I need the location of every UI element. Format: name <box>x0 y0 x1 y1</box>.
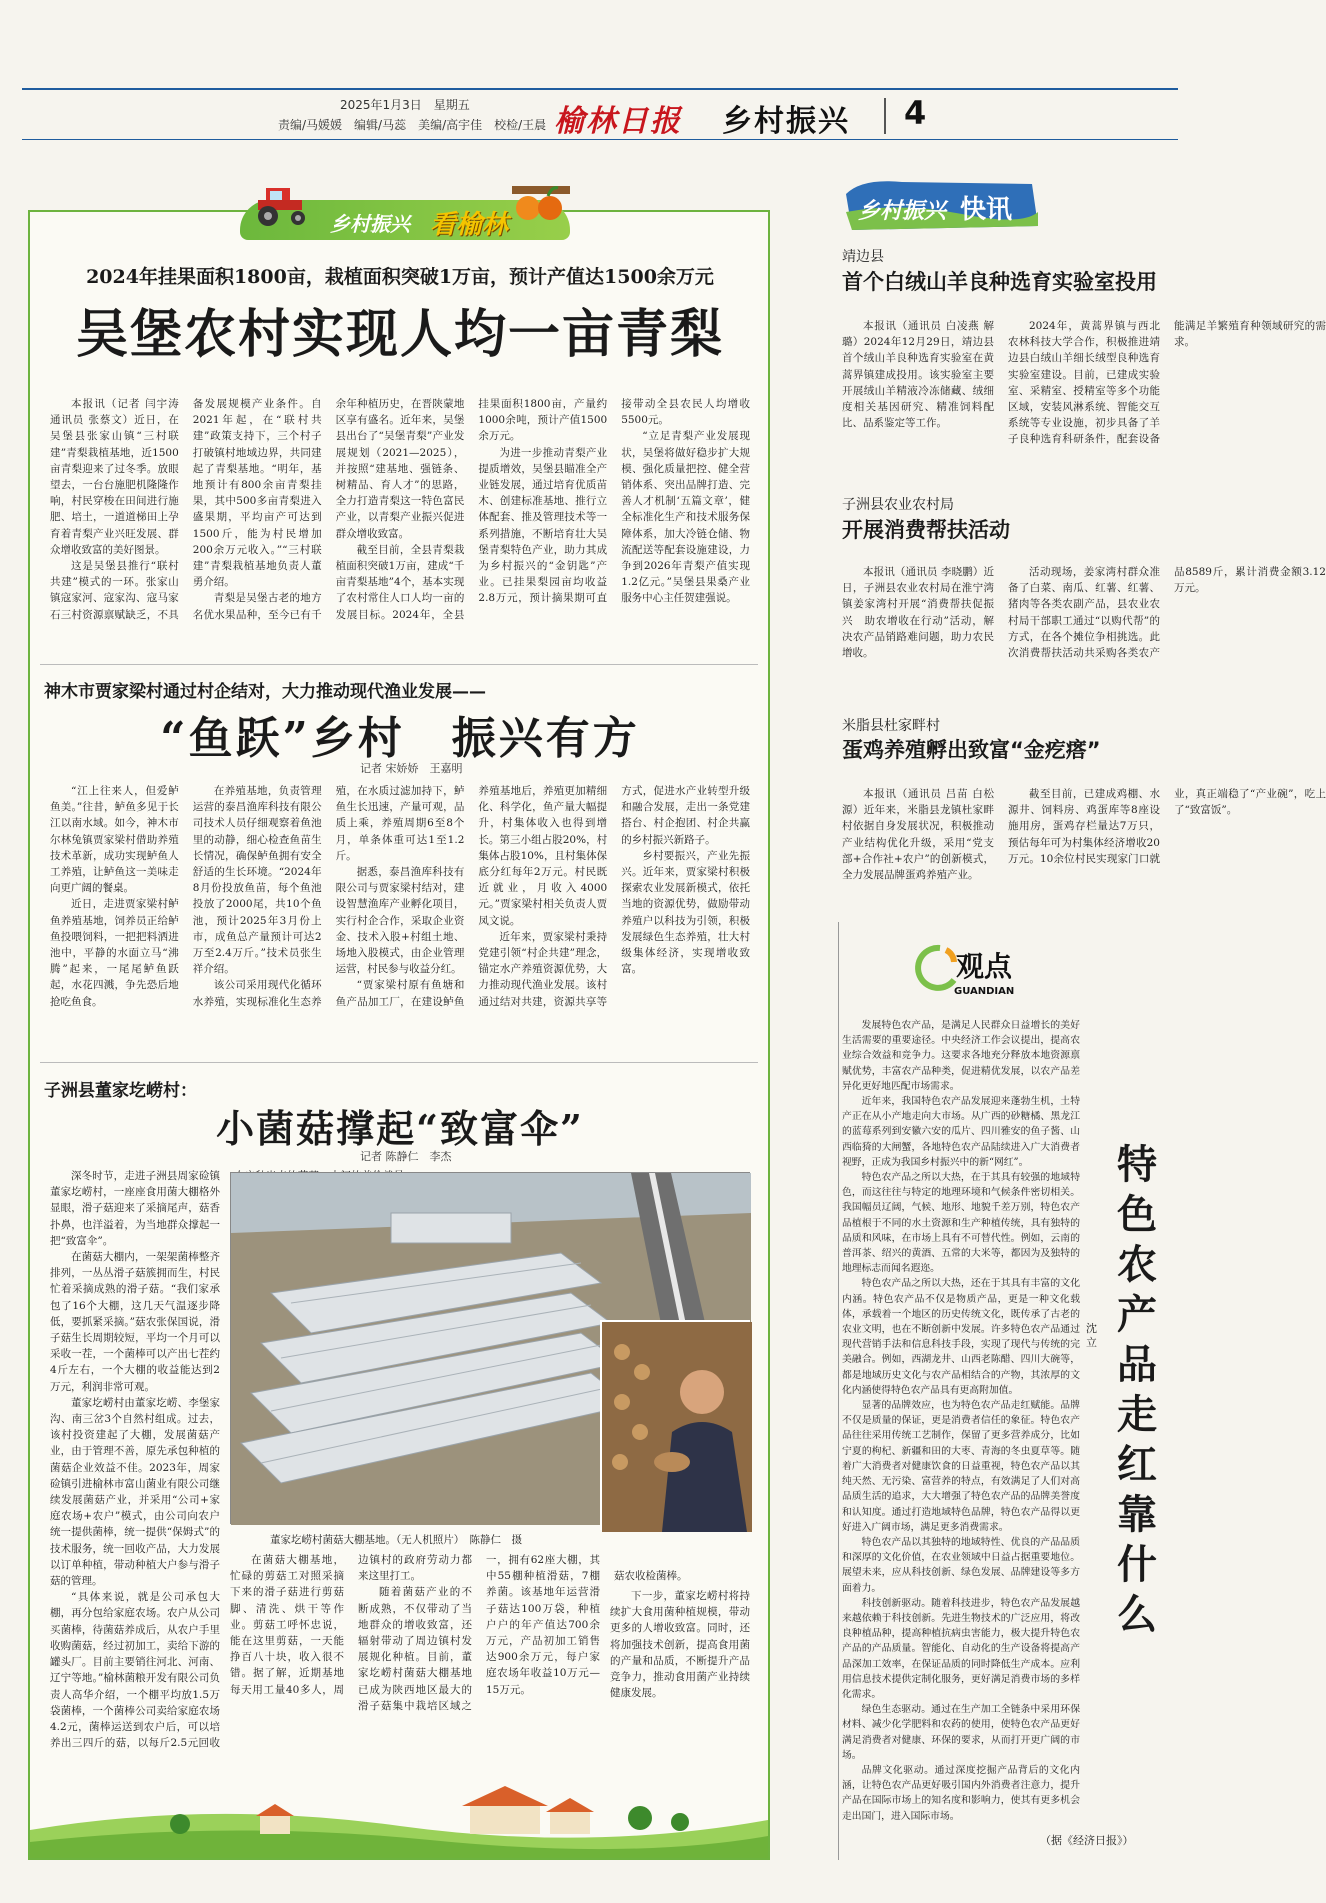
story1-paragraph: 青梨是吴堡古老的地方名优水果品种，至今已有千余年种植历史，在晋陕蒙地区享有盛名。近年来，吴堡县出台了“吴堡青梨”产业发展规划（2021—2025），并按照“建基地、强链条、树精品、育人才”的思路，全力打造青梨这一特色富民产业，以青梨产业振兴促进群众增收致富。 <box>192 398 465 621</box>
story3-headline: 小菌菇撑起“致富伞” <box>216 1106 584 1151</box>
opinion-paragraph: 显著的品牌效应，也为特色农产品走红赋能。品牌不仅是质量的保证，更是消费者信任的象征。特色农产品往往采用传统工艺制作，保留了更多营养成分，比如宁夏的枸杞、新疆和田的大枣、青海的冬虫夏草等。随着广大消费者对健康饮食的日益重视，特色农产品以其纯天然、无污染、富营养的特点，有效满足了人们对高品质生活的追求，大大增强了特色农产品的品牌美誉度和认知度。通过打造地域特色品牌，特色农产品得以更好进入广阔市场，满足更多消费需求。 <box>842 1400 1080 1533</box>
news2-body <box>842 564 1326 672</box>
story3-body-right <box>610 1588 750 1774</box>
story3-body-middle <box>230 1552 600 1774</box>
opinion-title: 特色农产品走红靠什么 <box>1117 1141 1157 1638</box>
story3-paragraph: “具体来说，就是公司承包大棚，再分包给家庭农场。农户从公司买菌棒，待菌菇养成后，从农户手里收购菌菇，经过初加工，卖给下游的罐头厂。目前主要销往河北、河南、辽宁等地。”榆林菌粮开发有限公司负责人高华介绍，一个棚平均放1.5万袋菌棒，一个菌棒公司卖给家庭农场4.2元，菌棒运送到农户后，可以培养出三四斤的菇，以每斤2.5元回收 <box>50 1591 220 1750</box>
story3-paragraph: 董家圪崂村由董家圪崂、李堡家沟、南三岔3个自然村组成。过去，该村投资建起了大棚，发展菌菇产业，由于管理不善，原先承包种植的菌菇企业效益不佳。2023年，周家硷镇引进榆林市富山菌业有限公司继续发展菌菇产业，并采用“公司+家庭农场+农户”模式，由公司向农户统一提供菌棒，统一提供“保姆式”的技术服务，统一回收产品，大力发展以订单种植，带动种植大户参与滑子菇的管理。 <box>50 1396 220 1588</box>
story2-paragraph: 据悉，泰昌渔库科技有限公司与贾家梁村结对，建设智慧渔库产业孵化项目，实行村企合作，采取企业资金、技术入股+村组土地、场地入股模式，由企业管理运营，村民参与收益分红。 <box>335 866 465 976</box>
story3-body-left <box>50 1168 220 1776</box>
story2-paragraph: 近日，走进贾家梁村鲈鱼养殖基地，饲养员正给鲈鱼投喂饲料，一把把料洒进池中，平静的水面立马“沸腾”起来，一尾尾鲈鱼跃起，水花四溅，争先恐后地抢吃鱼食。 <box>50 898 179 1008</box>
story-divider <box>40 664 758 665</box>
issue-date: 2025年1月3日 星期五 <box>340 98 470 112</box>
story2-body <box>50 783 750 1051</box>
opinion-paragraph: 特色农产品之所以大热，还在于其具有丰富的文化内涵。特色农产品不仅是物质产品，更是一种文化载体，承载着一个地区的历史传统文化，既传承了古老的农业文明，也在不断创新中发展。许多特色农产品通过现代营销手法和信息科技手段，实现了现代与传统的完美融合。例如，西湖龙井、山西老陈醋、四川大碗等，都是地域历史文化与农产品相结合的产物，其浓厚的文化内涵使得特色农产品具有更高附加值。 <box>842 1278 1080 1396</box>
news1-paragraph: 本报讯（通讯员 白凌燕 解璐）2024年12月29日，靖边县首个绒山羊良种选育实验室在黄蒿界镇建成投用。该实验室主要开展绒山羊精液冷冻储藏、绒细度相关基因研究、精准饲料配比、品系鉴定等工作。 <box>842 320 994 430</box>
story1-body <box>50 396 750 654</box>
news3-headline: 蛋鸡养殖孵出致富“金疙瘩” <box>842 738 1101 762</box>
story3-paragraph: 深冬时节，走进子洲县周家硷镇董家圪崂村，一座座食用菌大棚格外显眼，滑子菇迎来了采摘尾声，菇香扑鼻，也洋溢着，为当地群众撑起一把“致富伞”。 <box>50 1170 220 1247</box>
news2-headline: 开展消费帮扶活动 <box>842 518 1010 542</box>
story3-subhead: 子洲县董家圪崂村： <box>44 1081 197 1101</box>
story2-byline: 记者 宋娇娇 王嘉明 <box>360 762 463 775</box>
farmer-inspecting-photo <box>600 1320 750 1530</box>
masthead <box>22 88 1178 140</box>
opinion-logo-text: 观点 <box>956 950 1013 983</box>
opinion-body <box>842 1018 1080 1844</box>
inset-caption: 菇农收检菌棒。 <box>614 1570 688 1582</box>
news1-place: 靖边县 <box>842 249 884 265</box>
story3-paragraph: 在菌菇大棚内，一架架菌棒整齐排列，一丛丛滑子菇簇拥而生，村民忙着采摘成熟的滑子菇。“我们家承包了16个大棚，这几天气温逐步降低，要抓紧采摘。”菇农张保国说，滑子菇生长周期较短，平均一个月可以采收一茬，一个菌棒可以产出七茬约4斤左右，一个大棚的收益能达到2万元，利润非常可观。 <box>50 1251 220 1393</box>
story1-headline: 吴堡农村实现人均一亩青梨 <box>75 304 724 365</box>
story3-paragraph: 随着菌菇产业的不断成熟，不仅带动了当地群众的增收致富，还辐射带动了周边镇村发展规化种植。目前，董家圪崂村菌菇大棚基地已成为陕西地区最大的滑子菇集中栽培区域之一，拥有62座大棚，其中55棚种植滑菇，7棚养菌。该基地年运营滑子菇达100万袋，种植户户的年产值达700余万元，产品初加工销售达900余万元，每户家庭农场年收益10万元—15万元。 <box>358 1554 600 1712</box>
story2-paragraph: 该公司采用现代化循环水养殖，实现标准化生态养殖，在水质过滤加持下，鲈鱼生长迅速，产量可观，品质上乘，养殖周期6至8个月，单条体重可达1至1.2斤。 <box>192 785 465 1008</box>
section-title: 乡村振兴 <box>722 104 850 139</box>
news3-body <box>842 786 1326 894</box>
farmland-graphic <box>30 1780 768 1858</box>
story-divider <box>40 1062 758 1063</box>
section-banner <box>240 170 570 248</box>
story2-paragraph: “江上往来人，但爱鲈鱼美。”往昔，鲈鱼多见于长江以南水域。如今，神木市尔林兔镇贾家梁村借助养殖技术革新，成功实现鲈鱼人工养殖，让鲈鱼这一美味走向更广阔的餐桌。 <box>50 785 179 895</box>
story1-paragraph: 截至目前，全县青梨栽植面积突破1万亩，建成“千亩青梨基地”4个，基本实现了农村常住人口人均一亩的发展目标。2024年，全县挂果面积1800亩，产量约1000余吨，预计产值1500余万元。 <box>335 398 608 621</box>
story1-paragraph: 为进一步推动青梨产业提质增效，吴堡县瞄准全产业链发展，通过培育优质苗木、创建标准基地、推行立体配套、推及管理技术等一系列措施，不断培育壮大吴堡青梨特色产业，助力其成为乡村振兴的“金钥匙”产业。已挂果梨园亩均收益2.8万元，预计摘果期可直接带动全县农民人均增收5500元。 <box>478 398 750 605</box>
kuaixun-banner-label-2: 快讯 <box>960 195 1013 225</box>
photo-caption: 董家圪崂村菌菇大棚基地。（无人机照片） 陈静仁 摄 <box>270 1534 522 1546</box>
story2-paragraph: 近年来，贾家梁村秉持党建引领“村企共建”理念，锚定水产养殖资源优势，大力推动现代渔业发展。该村通过结对共建，资源共享等方式，促进水产业转型升级和融合发展，走出一条党建搭台、村企抱团、村企共赢的乡村振兴新路子。 <box>478 785 750 1008</box>
opinion-paragraph: 近年来，我国特色农产品发展迎来蓬勃生机，土特产正在从小产地走向大市场。从广西的砂糖橘、黑龙江的蓝莓系列到安徽六安的瓜片、四川雅安的鱼子酱、山西临猗的大闸蟹，各地特色农产品陆续进入广大消费者视野，正成为我国乡村振兴中的新“网红”。 <box>842 1096 1080 1168</box>
story2-paragraph: 在养殖基地，负责管理运营的泰昌渔库科技有限公司技术人员仔细观察着鱼池里的动静，细心检查鱼苗生长情况，确保鲈鱼拥有安全舒适的生长环境。“2024年8月份投放鱼苗，每个鱼池投放了2000尾，共10个鱼池，预计2025年3月份上市，成鱼总产量预计可达2万至2.4万斤。”技术员张生祥介绍。 <box>192 785 322 976</box>
kuaixun-banner-label: 乡村振兴 <box>858 199 947 224</box>
opinion-paragraph: 发展特色农产品，是满足人民群众日益增长的美好生活需要的重要途径。中央经济工作会议提出，提高农业综合效益和竞争力。这要求各地充分释放本地资源禀赋优势，丰富农产品种类，促进精优发展，以农产品差异化更好地匹配市场需求。 <box>842 1020 1080 1092</box>
opinion-badge-icon <box>910 940 1050 1000</box>
banner-label: 乡村振兴 <box>330 212 410 236</box>
opinion-source: （据《经济日报》） <box>1040 1834 1134 1847</box>
newspaper-logo: 榆林日报 <box>554 104 682 139</box>
banner-label-2: 看榆林 <box>430 210 509 240</box>
story1-paragraph: “立足青梨产业发展现状，吴堡将做好稳步扩大规模、强化质量把控、健全营销体系、突出品牌打造、完善人才机制‘五篇文章’，健全标准化生产和技术服务保障体系，加大冷链仓储、物流配送等配套设施建设，力争到2026年青梨产值实现1.2亿元。”吴堡县果桑产业服务中心主任贺建强说。 <box>621 430 750 605</box>
news3-paragraph: 本报讯（通讯员 吕苗 白松源）近年来，米脂县龙镇杜家畔村依据自身发展状况，积极推动产业结构优化升级，采用“党支部+合作社+农户”的创新模式，全力发展品牌蛋鸡养殖产业。 <box>842 788 994 882</box>
kuaixun-badge-graphic <box>842 172 1042 238</box>
story2-paragraph: 乡村要振兴，产业先振兴。近年来，贾家梁村积极探索农业发展新模式，依托当地的资源优势，做励带动养殖户以科技为引领，积极发展绿色生态养殖，壮大村级集体经济，实现增收致富。 <box>621 849 750 976</box>
news1-body <box>842 318 1326 450</box>
kuaixun-banner <box>842 172 1042 238</box>
story3-byline: 记者 陈静仁 李杰 <box>360 1150 452 1163</box>
opinion-paragraph: 品牌文化驱动。通过深度挖掘产品背后的文化内涵，让特色农产品更好吸引国内外消费者注意力，提升产品在国际市场上的知名度和影响力，使其有更多机会走出国门，进入国际市场。 <box>842 1764 1080 1822</box>
news1-headline: 首个白绒山羊良种选育实验室投用 <box>842 270 1157 294</box>
tractor-icon <box>250 178 320 228</box>
farmer-photo-graphic <box>602 1322 752 1532</box>
story2-headline: “鱼跃”乡村 振兴有方 <box>160 713 640 764</box>
story2-subhead: 神木市贾家梁村通过村企结对，大力推动现代渔业发展—— <box>44 682 486 702</box>
news2-paragraph: 本报讯（通讯员 李晓鹏）近日，子洲县农业农村局在淮宁湾镇姜家湾村开展“消费帮扶促振兴 助农增收在行动”活动，解决农产品销路难问题，助力农民增收。 <box>842 566 994 660</box>
opinion-logo-en: GUANDIAN <box>954 986 1015 997</box>
story2-paragraph: “贾家梁村原有鱼塘和鱼产品加工厂，在建设鲈鱼养殖基地后，养殖更加精细化、科学化，鱼产量大幅提升，村集体收入也得到增长。第三小组占股20%，村集体占股10%，且村集体保底分红每年2万元。村民既近就业，月收入4000元。”贾家梁村相关负责人贾凤文说。 <box>335 785 608 1008</box>
opinion-paragraph: 绿色生态驱动。通过在生产加工全链条中采用环保材料、减少化学肥料和农药的使用，使特色农产品更好满足消费者对健康、环保的要求，从而打开更广阔的市场。 <box>842 1704 1080 1761</box>
opinion-author: 沈立 <box>1086 1322 1097 1349</box>
opinion-logo <box>910 940 1050 1000</box>
story1-paragraph: 这是吴堡县推行“联村共建”模式的一环。张家山镇寇家河、寇家沟、寇马家石三村资源禀赋缺乏，不具备发展规模产业条件。自2021年起，在“联村共建”政策支持下，三个村子打破镇村地域边界，共同建起了青梨基地。“明年，基地预计有800余亩青梨挂果，其中500多亩青梨进入盛果期，平均亩产可达到1500斤，能为村民增加200余万元收入。”“三村联建”青梨栽植基地负责人董勇介绍。 <box>50 398 322 621</box>
opinion-paragraph: 特色农产品以其独特的地域特性、优良的产品品质和深厚的文化价值，在农业领域中日益占据重要地位。展望未来，应从科技创新、绿色发展、品牌建设等多方面着力。 <box>842 1536 1080 1594</box>
news3-place: 米脂县杜家畔村 <box>842 718 940 734</box>
farm-illustration <box>30 1780 768 1858</box>
news3-paragraph: 截至目前，已建成鸡棚、水源井、饲料房、鸡蛋库等8座设施用房，蛋鸡存栏量达7万只，预估每年可为村集体经济增收20万元。10余位村民实现家门口就业，真正端稳了“产业碗”，吃上了“致富饭”。 <box>1008 788 1326 865</box>
story1-paragraph: 本报讯（记者 闫宇涛 通讯员 张蔡文）近日，在吴堡县张家山镇“三村联建”青梨栽植基地，近1500亩青梨迎来了过冬季。放眼望去，一台台施肥机隆隆作响，村民穿梭在田间进行施肥、培土，一道道梯田上孕育着青梨产业兴旺发展、群众增收致富的美好图景。 <box>50 398 179 556</box>
masthead-divider <box>884 98 886 134</box>
story3-paragraph: 下一步，董家圪崂村将持续扩大食用菌种植规模，带动更多的人增收致富。同时，还将加强技术创新，提高食用菌的产量和品质，不断提升产品竞争力，推动食用菌产业持续健康发展。 <box>610 1590 750 1700</box>
news2-place: 子洲县农业农村局 <box>842 497 954 513</box>
story3-paragraph: 在菌菇大棚基地，忙碌的剪菇工对照采摘下来的滑子菇进行剪菇脚、清洗、烘干等作业。剪菇工呼怀忠说，能在这里剪菇，一天能挣百八十块，收入很不错。据了解，近期基地每天用工量40多人，周边镇村的政府劳动力都来这里打工。 <box>230 1554 472 1696</box>
editor-credits: 责编/马媛媛 编辑/马蕊 美编/高宇佳 校检/王晨 <box>278 118 547 132</box>
opinion-paragraph: 特色农产品之所以大热，在于其具有较强的地域特色，而这往往与特定的地理环境和气候条件密切相关。我国幅员辽阔，气候、地形、地貌千差万别，特色农产品植根于不同的水土资源和生产种植传统，具有独特的品质和风味，在市场上具有不可替代性。例如，云南的普洱茶、绍兴的黄酒、五常的大米等，都因为及独特的地理标志而闻名遐迩。 <box>842 1172 1080 1275</box>
opinion-paragraph: 科技创新驱动。随着科技进步，特色农产品发展越来越依赖于科技创新。先进生物技术的广泛应用，将改良种植品种，提高种植抗病虫害能力，极大提升特色农产品的产品质量。智能化、自动化的生产设备将提高产品深加工效率，在保证品质的同时降低生产成本。应利用信息技术提供定制化服务，更好满足消费市场的多样化需求。 <box>842 1597 1080 1700</box>
news2-paragraph: 活动现场，姜家湾村群众准备了白菜、南瓜、红薯、红薯、猪肉等各类农副产品，县农业农村局干部职工通过“以购代帮”的方式，在各个摊位争相挑选。此次消费帮扶活动共采购各类农产品8589斤，累计消费金额3.12万元。 <box>1008 566 1326 660</box>
story1-subhead: 2024年挂果面积1800亩，栽植面积突破1万亩，预计产值达1500余万元 <box>86 266 714 288</box>
vegetables-icon <box>510 174 572 224</box>
news1-paragraph: 2024年，黄蒿界镇与西北农林科技大学合作，积极推进靖边县白绒山羊细长绒型良种选育实验室建设。目前，已建成实验室、采精室、授精室等多个功能区域，安装风淋系统、智能交互系统等专业设施，初步具备了羊子良种选育科研条件，配套设备能满足羊繁殖育种领域研究的需求。 <box>1008 320 1326 446</box>
page-number: 4 <box>904 94 927 132</box>
